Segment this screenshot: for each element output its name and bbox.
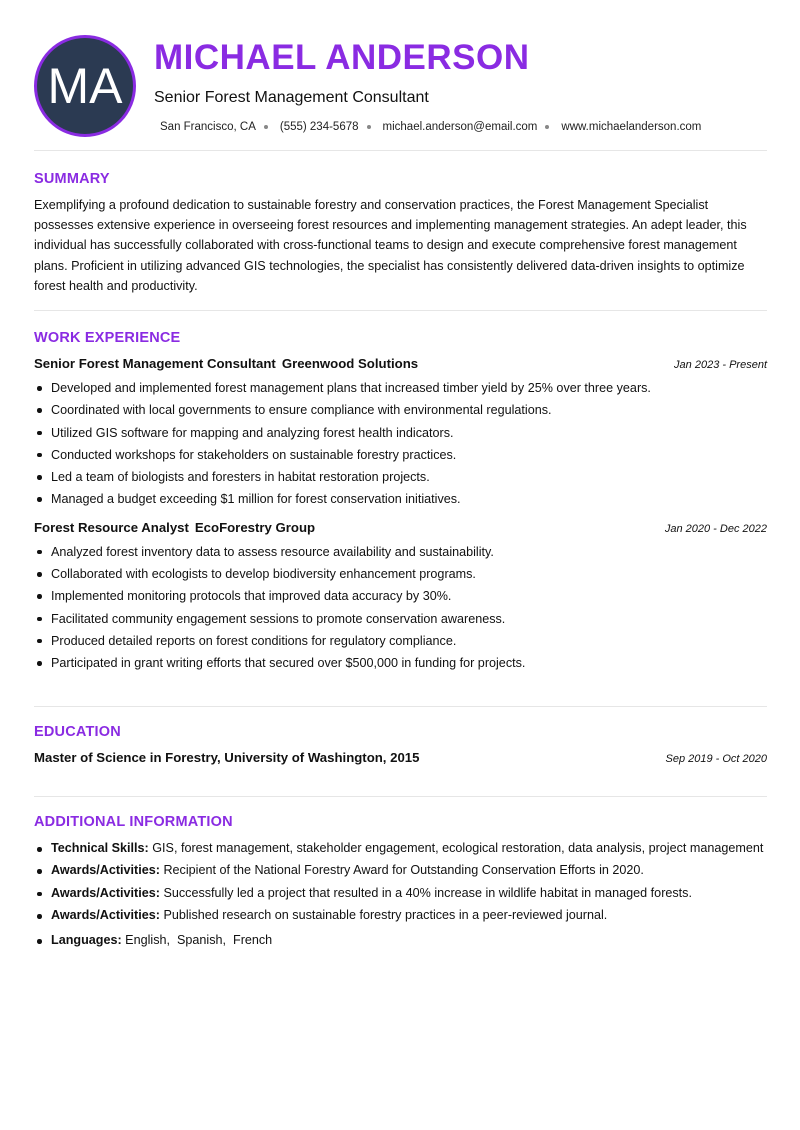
list-item: Conducted workshops for stakeholders on sustainable forestry practices. (34, 444, 767, 466)
list-item: Utilized GIS software for mapping and analyzing forest health indicators. (34, 422, 767, 444)
resume-header (34, 0, 767, 151)
work-experience-section (34, 311, 767, 707)
additional-info-section (34, 797, 767, 950)
item-text: GIS, forest management, stakeholder engagement, ecological restoration, data analysis, project management (148, 841, 764, 855)
list-item: Participated in grant writing efforts that secured over $500,000 in funding for projects. (34, 652, 767, 674)
summary-text: Exemplifying a profound dedication to sustainable forestry and conservation practices, the Forest Management Specialist possesses extensive experience in overseeing forest resources and implementing management strategies. An adept leader, this individual has successfully collaborated with cross-functional teams to design and execute comprehensive forest management plans. Proficient in utilizing advanced GIS technologies, the specialist has consistently delivered data-driven insights to optimize forest health and productivity. (34, 198, 747, 293)
list-item (34, 931, 767, 950)
job-role: Senior Forest Management Consultant (34, 356, 276, 371)
education-entry (34, 750, 767, 765)
list-item: Coordinated with local governments to ensure compliance with environmental regulations. (34, 399, 767, 421)
job-entry (34, 520, 767, 675)
list-item: Developed and implemented forest management plans that increased timber yield by 25% over three years. (34, 377, 767, 399)
list-item: Produced detailed reports on forest conditions for regulatory compliance. (34, 630, 767, 652)
item-label: Awards/Activities: (51, 885, 160, 900)
additional-info-list (34, 839, 767, 950)
list-item: Implemented monitoring protocols that improved data accuracy by 30%. (34, 585, 767, 607)
avatar-initials: MA (47, 58, 123, 114)
job-title-line (34, 356, 418, 371)
education-section (34, 707, 767, 797)
summary-section (34, 151, 767, 311)
candidate-name: MICHAEL ANDERSON (154, 38, 530, 77)
education-degree: Master of Science in Forestry, University of Washington, 2015 (34, 750, 420, 765)
contact-email[interactable]: michael.anderson@email.com (382, 121, 538, 133)
list-item: Facilitated community engagement sessions to promote conservation awareness. (34, 608, 767, 630)
job-dates: Jan 2020 - Dec 2022 (664, 522, 767, 535)
list-item (34, 861, 767, 880)
job-dates: Jan 2023 - Present (674, 359, 767, 371)
contact-info (160, 121, 701, 133)
list-item: Managed a budget exceeding $1 million for forest conservation initiatives. (34, 488, 767, 510)
item-label: Technical Skills: (51, 841, 149, 855)
resume-page (34, 0, 767, 954)
job-header (34, 356, 767, 371)
avatar (34, 35, 136, 137)
job-bullets (34, 541, 767, 675)
section-heading: SUMMARY (34, 171, 110, 187)
item-label: Languages: (51, 933, 122, 948)
section-heading: EDUCATION (34, 724, 121, 740)
education-dates: Sep 2019 - Oct 2020 (665, 753, 767, 765)
job-bullets (34, 377, 767, 511)
list-item: Led a team of biologists and foresters in habitat restoration projects. (34, 466, 767, 488)
contact-website[interactable]: www.michaelanderson.com (561, 121, 702, 133)
contact-location: San Francisco, CA (160, 121, 256, 133)
list-item (34, 906, 767, 925)
list-item: Analyzed forest inventory data to assess resource availability and sustainability. (34, 541, 767, 563)
list-item: Collaborated with ecologists to develop biodiversity enhancement programs. (34, 563, 767, 585)
item-text: English, Spanish, French (121, 933, 273, 948)
contact-phone: (555) 234-5678 (279, 121, 359, 133)
job-company: Greenwood Solutions (281, 356, 419, 371)
item-label: Awards/Activities: (51, 863, 160, 878)
separator-dot-icon (367, 125, 371, 129)
item-text: Published research on sustainable forestry practices in a peer-reviewed journal. (159, 908, 608, 923)
item-text: Successfully led a project that resulted in a 40% increase in wildlife habitat in managed forests. (159, 885, 692, 900)
separator-dot-icon (264, 125, 268, 129)
list-item (34, 839, 767, 858)
job-company: EcoForestry Group (194, 519, 316, 535)
list-item (34, 884, 767, 903)
job-role: Forest Resource Analyst (34, 519, 189, 535)
job-header (34, 520, 767, 535)
candidate-title: Senior Forest Management Consultant (154, 89, 429, 106)
separator-dot-icon (545, 125, 549, 129)
job-entry (34, 356, 767, 511)
section-heading: ADDITIONAL INFORMATION (34, 814, 233, 830)
job-title-line (34, 520, 315, 535)
section-heading: WORK EXPERIENCE (34, 330, 181, 346)
item-text: Recipient of the National Forestry Award for Outstanding Conservation Efforts in 2020. (159, 863, 644, 878)
item-label: Awards/Activities: (51, 908, 160, 923)
